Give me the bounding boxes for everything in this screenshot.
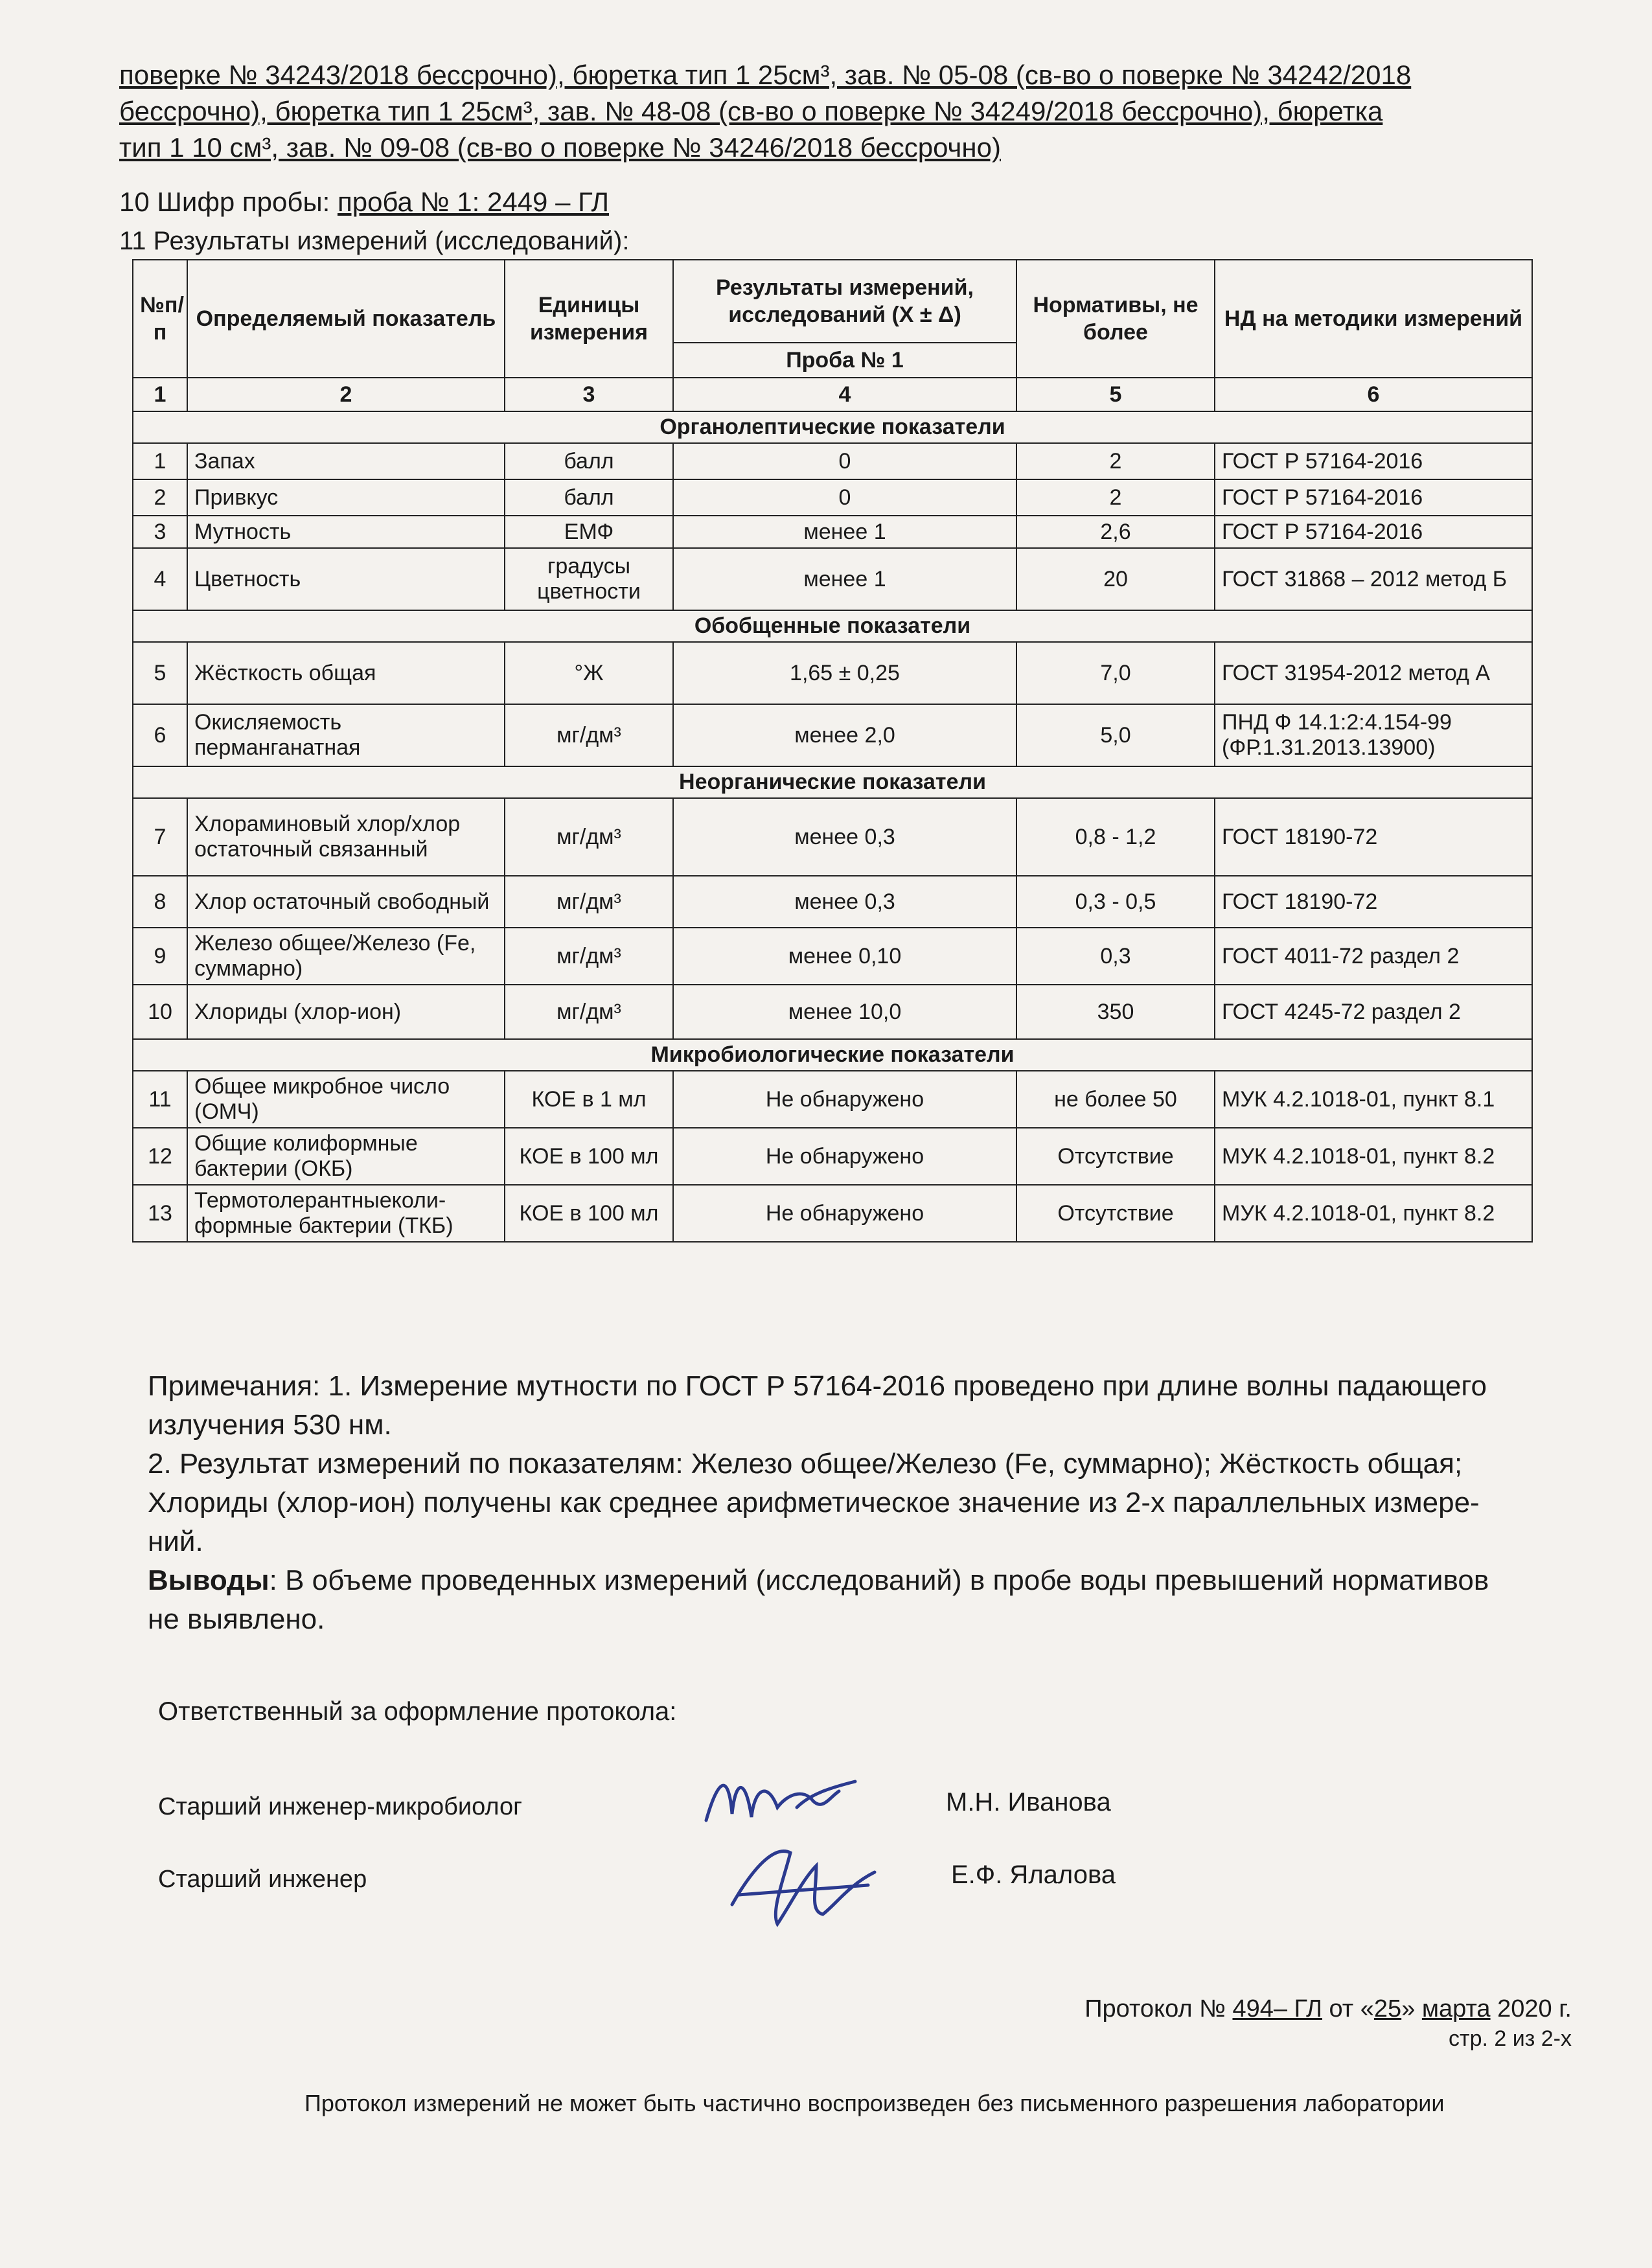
row-number: 7 <box>133 798 187 876</box>
result-cell: Не обнаружено <box>673 1128 1016 1185</box>
header-text <box>119 57 1544 166</box>
footer-protocol-prefix: Протокол № <box>1084 1995 1233 2022</box>
section-row <box>133 411 1532 443</box>
indicator-name: Термотолерантныеколи-формные бактерии (ТКБ) <box>187 1185 505 1242</box>
unit-cell: мг/дм³ <box>505 798 673 876</box>
row-number: 12 <box>133 1128 187 1185</box>
unit-cell: градусы цветности <box>505 548 673 610</box>
result-cell: менее 0,10 <box>673 928 1016 985</box>
header-results: Результаты измерений, исследований (X ± Δ) <box>673 260 1016 343</box>
result-cell: 1,65 ± 0,25 <box>673 642 1016 704</box>
footer-protocol-month: марта <box>1421 1995 1491 2022</box>
table-row <box>133 704 1532 766</box>
method-cell: ПНД Ф 14.1:2:4.154-99 (ФР.1.31.2013.13900) <box>1215 704 1532 766</box>
section-row <box>133 1039 1532 1071</box>
section-title: Микробиологические показатели <box>133 1039 1532 1071</box>
header-norms: Нормативы, не более <box>1016 260 1215 378</box>
unit-cell: КОЕ в 1 мл <box>505 1071 673 1128</box>
conclusion-label: Выводы <box>148 1564 270 1596</box>
method-cell: МУК 4.2.1018-01, пункт 8.1 <box>1215 1071 1532 1128</box>
result-cell: менее 1 <box>673 548 1016 610</box>
table-row <box>133 548 1532 610</box>
indicator-name: Жёсткость общая <box>187 642 505 704</box>
method-cell: ГОСТ 4245-72 раздел 2 <box>1215 985 1532 1039</box>
signer-1-role: Старший инженер-микробиолог <box>158 1793 522 1820</box>
method-cell: ГОСТ Р 57164-2016 <box>1215 479 1532 516</box>
sample-code <box>119 187 609 218</box>
header-num: №п/п <box>133 260 187 378</box>
norm-cell: 2 <box>1016 479 1215 516</box>
indicator-name: Окисляемость перманганатная <box>187 704 505 766</box>
norm-cell: не более 50 <box>1016 1071 1215 1128</box>
norm-cell: 0,8 - 1,2 <box>1016 798 1215 876</box>
row-number: 13 <box>133 1185 187 1242</box>
indicator-name: Цветность <box>187 548 505 610</box>
unit-cell: балл <box>505 479 673 516</box>
signature-2-image <box>719 1833 888 1937</box>
row-number: 2 <box>133 479 187 516</box>
footer-protocol-mid2: » <box>1401 1995 1422 2022</box>
method-cell: ГОСТ 4011-72 раздел 2 <box>1215 928 1532 985</box>
method-cell: ГОСТ 18190-72 <box>1215 876 1532 928</box>
norm-cell: 2 <box>1016 443 1215 479</box>
section-title: Неорганические показатели <box>133 766 1532 798</box>
column-numbers-row <box>133 378 1532 411</box>
row-number: 6 <box>133 704 187 766</box>
footer-protocol <box>1084 1995 1572 2023</box>
row-number: 4 <box>133 548 187 610</box>
norm-cell: 5,0 <box>1016 704 1215 766</box>
method-cell: МУК 4.2.1018-01, пункт 8.2 <box>1215 1185 1532 1242</box>
unit-cell: мг/дм³ <box>505 985 673 1039</box>
method-cell: ГОСТ 18190-72 <box>1215 798 1532 876</box>
sample-code-label: 10 Шифр пробы: <box>119 187 338 217</box>
norm-cell: 7,0 <box>1016 642 1215 704</box>
header-line-3: тип 1 10 см³, зав. № 09-08 (св-во о поверке № 34246/2018 бессрочно) <box>119 132 1001 163</box>
norm-cell: 0,3 <box>1016 928 1215 985</box>
header-sample: Проба № 1 <box>673 343 1016 378</box>
conclusion <box>148 1561 1528 1639</box>
method-cell: ГОСТ 31954-2012 метод А <box>1215 642 1532 704</box>
signer-2-role: Старший инженер <box>158 1866 367 1893</box>
footer-page-number: стр. 2 из 2-х <box>1449 2026 1572 2051</box>
header-indicator: Определяемый показатель <box>187 260 505 378</box>
norm-cell: Отсутствие <box>1016 1128 1215 1185</box>
col-number: 3 <box>505 378 673 411</box>
method-cell: ГОСТ 31868 – 2012 метод Б <box>1215 548 1532 610</box>
unit-cell: мг/дм³ <box>505 876 673 928</box>
row-number: 1 <box>133 443 187 479</box>
norm-cell: 0,3 - 0,5 <box>1016 876 1215 928</box>
footer-protocol-day: 25 <box>1373 1995 1402 2022</box>
table-row <box>133 985 1532 1039</box>
header-units: Единицы измерения <box>505 260 673 378</box>
norm-cell: 350 <box>1016 985 1215 1039</box>
row-number: 5 <box>133 642 187 704</box>
results-table <box>132 259 1533 1243</box>
signer-1-name: М.Н. Иванова <box>946 1788 1111 1816</box>
results-heading: 11 Результаты измерений (исследований): <box>119 227 630 255</box>
unit-cell: балл <box>505 443 673 479</box>
indicator-name: Железо общее/Железо (Fe, суммарно) <box>187 928 505 985</box>
footer-protocol-mid: от « <box>1322 1995 1374 2022</box>
row-number: 8 <box>133 876 187 928</box>
table-row <box>133 479 1532 516</box>
table-row <box>133 1071 1532 1128</box>
method-cell: ГОСТ Р 57164-2016 <box>1215 443 1532 479</box>
unit-cell: ЕМФ <box>505 516 673 548</box>
table-row <box>133 1185 1532 1242</box>
indicator-name: Хлор остаточный свободный <box>187 876 505 928</box>
section-title: Органолептические показатели <box>133 411 1532 443</box>
indicator-name: Запах <box>187 443 505 479</box>
result-cell: Не обнаружено <box>673 1185 1016 1242</box>
table-row <box>133 928 1532 985</box>
indicator-name: Общие колиформные бактерии (ОКБ) <box>187 1128 505 1185</box>
result-cell: менее 0,3 <box>673 876 1016 928</box>
responsible-title: Ответственный за оформление протокола: <box>158 1697 677 1726</box>
result-cell: 0 <box>673 443 1016 479</box>
row-number: 10 <box>133 985 187 1039</box>
result-cell: менее 10,0 <box>673 985 1016 1039</box>
unit-cell: КОЕ в 100 мл <box>505 1128 673 1185</box>
note-1: Примечания: 1. Измерение мутности по ГОСТ Р 57164-2016 проведено при длине волны падающего излучения 530 нм. <box>148 1370 1487 1441</box>
indicator-name: Привкус <box>187 479 505 516</box>
section-row <box>133 610 1532 642</box>
method-cell: МУК 4.2.1018-01, пункт 8.2 <box>1215 1128 1532 1185</box>
unit-cell: °Ж <box>505 642 673 704</box>
row-number: 9 <box>133 928 187 985</box>
section-row <box>133 766 1532 798</box>
result-cell: Не обнаружено <box>673 1071 1016 1128</box>
note-2: 2. Результат измерений по показателям: Железо общее/Железо (Fe, суммарно); Жёсткость общая; Хлориды (хлор-ион) получены как среднее арифметическое значение из 2-х параллельных измере-ний. <box>148 1448 1480 1557</box>
result-cell: 0 <box>673 479 1016 516</box>
sample-code-value: проба № 1: 2449 – ГЛ <box>337 187 610 217</box>
indicator-name: Общее микробное число (ОМЧ) <box>187 1071 505 1128</box>
result-cell: менее 1 <box>673 516 1016 548</box>
table-row <box>133 798 1532 876</box>
table-row <box>133 1128 1532 1185</box>
result-cell: менее 2,0 <box>673 704 1016 766</box>
signer-2-name: Е.Ф. Ялалова <box>951 1861 1116 1889</box>
table-row <box>133 642 1532 704</box>
footer-protocol-number: 494– ГЛ <box>1232 1995 1322 2022</box>
col-number: 4 <box>673 378 1016 411</box>
conclusion-text: : В объеме проведенных измерений (исследований) в пробе воды превышений нормативов не выявлено. <box>148 1564 1489 1635</box>
method-cell: ГОСТ Р 57164-2016 <box>1215 516 1532 548</box>
header-method: НД на методики измерений <box>1215 260 1532 378</box>
table-row <box>133 443 1532 479</box>
norm-cell: 20 <box>1016 548 1215 610</box>
indicator-name: Мутность <box>187 516 505 548</box>
indicator-name: Хлораминовый хлор/хлор остаточный связанный <box>187 798 505 876</box>
row-number: 11 <box>133 1071 187 1128</box>
unit-cell: КОЕ в 100 мл <box>505 1185 673 1242</box>
norm-cell: 2,6 <box>1016 516 1215 548</box>
table-row <box>133 876 1532 928</box>
footer-protocol-year: 2020 г. <box>1490 1995 1572 2022</box>
section-title: Обобщенные показатели <box>133 610 1532 642</box>
norm-cell: Отсутствие <box>1016 1185 1215 1242</box>
footer-disclaimer: Протокол измерений не может быть частично воспроизведен без письменного разрешения лаборатории <box>304 2090 1445 2116</box>
indicator-name: Хлориды (хлор-ион) <box>187 985 505 1039</box>
header-line-2: бессрочно), бюретка тип 1 25см³, зав. № 48-08 (св-во о поверке № 34249/2018 бессрочно), бюретка <box>119 96 1383 126</box>
result-cell: менее 0,3 <box>673 798 1016 876</box>
col-number: 1 <box>133 378 187 411</box>
signature-1-image <box>700 1762 868 1840</box>
notes <box>148 1367 1528 1639</box>
unit-cell: мг/дм³ <box>505 928 673 985</box>
header-line-1: поверке № 34243/2018 бессрочно), бюретка тип 1 25см³, зав. № 05-08 (св-во о поверке № 34242/2018 <box>119 60 1412 90</box>
col-number: 5 <box>1016 378 1215 411</box>
table-row <box>133 516 1532 548</box>
row-number: 3 <box>133 516 187 548</box>
col-number: 6 <box>1215 378 1532 411</box>
col-number: 2 <box>187 378 505 411</box>
unit-cell: мг/дм³ <box>505 704 673 766</box>
